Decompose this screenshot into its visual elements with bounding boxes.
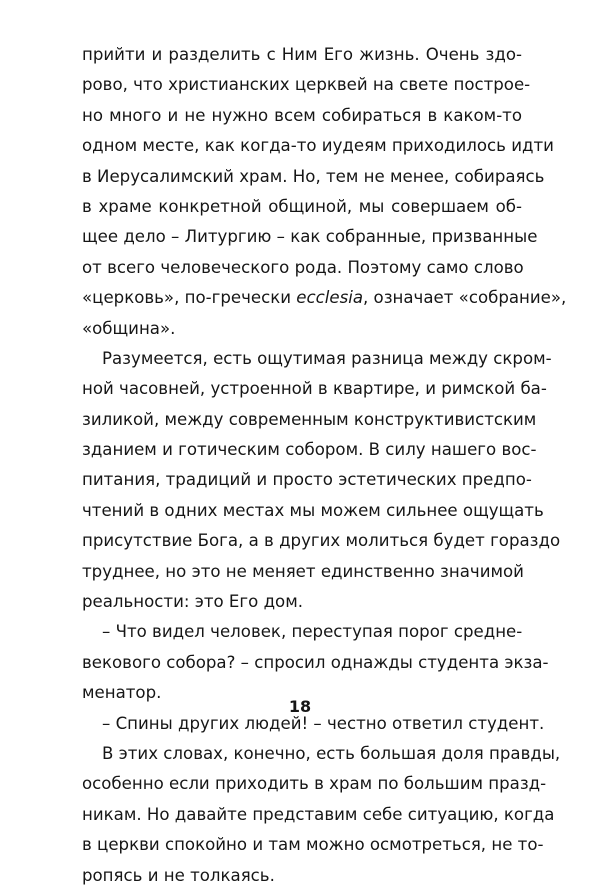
text-line: присутствие Бога, а в других молиться будет гораздо bbox=[82, 531, 561, 551]
paragraph-2 bbox=[82, 344, 561, 618]
text-line: рово, что христианских церквей на свете построе- bbox=[82, 75, 531, 95]
text-line: в храме конкретной общиной, мы совершаем об- bbox=[82, 196, 522, 216]
page-number: 18 bbox=[288, 697, 312, 716]
text-line: «община». bbox=[82, 318, 176, 338]
text-line: ной часовней, устроенной в квартире, и римской ба- bbox=[82, 379, 547, 399]
dialogue-1 bbox=[82, 617, 549, 708]
text-line: зиликой, между современным конструктивистским bbox=[82, 409, 537, 429]
text-line: от всего человеческого рода. Поэтому само слово bbox=[82, 257, 524, 277]
text-line: Разумеется, есть ощутимая разница между скром- bbox=[102, 348, 552, 368]
paragraph-3 bbox=[82, 739, 561, 891]
text-line: – Спины других людей! – честно ответил студент. bbox=[102, 713, 545, 733]
text-line: в Иерусалимский храм. Но, тем не менее, собираясь bbox=[82, 166, 545, 186]
text-line: одном месте, как когда-то иудеям приходилось идти bbox=[82, 136, 554, 156]
text-line: В этих словах, конечно, есть большая доля правды, bbox=[102, 743, 561, 763]
text-line: менатор. bbox=[82, 683, 162, 703]
text-line: в церкви спокойно и там можно осмотреться, не то- bbox=[82, 835, 544, 855]
text-segment: «церковь», по-гречески bbox=[82, 288, 297, 308]
text-line: – Что видел человек, переступая порог средне- bbox=[102, 622, 523, 642]
body-text bbox=[82, 40, 567, 891]
text-line: труднее, но это не меняет единственно значимой bbox=[82, 561, 524, 581]
text-line-with-italic bbox=[82, 283, 567, 313]
text-line: векового собора? – спросил однажды студента экза- bbox=[82, 652, 549, 672]
text-line: чтений в одних местах мы можем сильнее ощущать bbox=[82, 500, 544, 520]
text-line: прийти и разделить с Ним Его жизнь. Очень здо- bbox=[82, 45, 522, 64]
paragraph-1 bbox=[82, 40, 567, 344]
text-line: ропясь и не толкаясь. bbox=[82, 865, 275, 885]
text-line: особенно если приходить в храм по большим празд- bbox=[82, 774, 547, 794]
text-segment: , означает «собрание», bbox=[363, 288, 567, 308]
text-line: питания, традиций и просто эстетических предпо- bbox=[82, 470, 532, 490]
italic-term: ecclesia bbox=[296, 288, 363, 308]
text-line: никам. Но давайте представим себе ситуацию, когда bbox=[82, 804, 555, 824]
text-line: щее дело – Литургию – как собранные, призванные bbox=[82, 227, 538, 247]
text-line: реальности: это Его дом. bbox=[82, 592, 303, 612]
text-line: зданием и готическим собором. В силу нашего вос- bbox=[82, 440, 537, 460]
text-line: но много и не нужно всем собираться в каком-то bbox=[82, 105, 522, 125]
